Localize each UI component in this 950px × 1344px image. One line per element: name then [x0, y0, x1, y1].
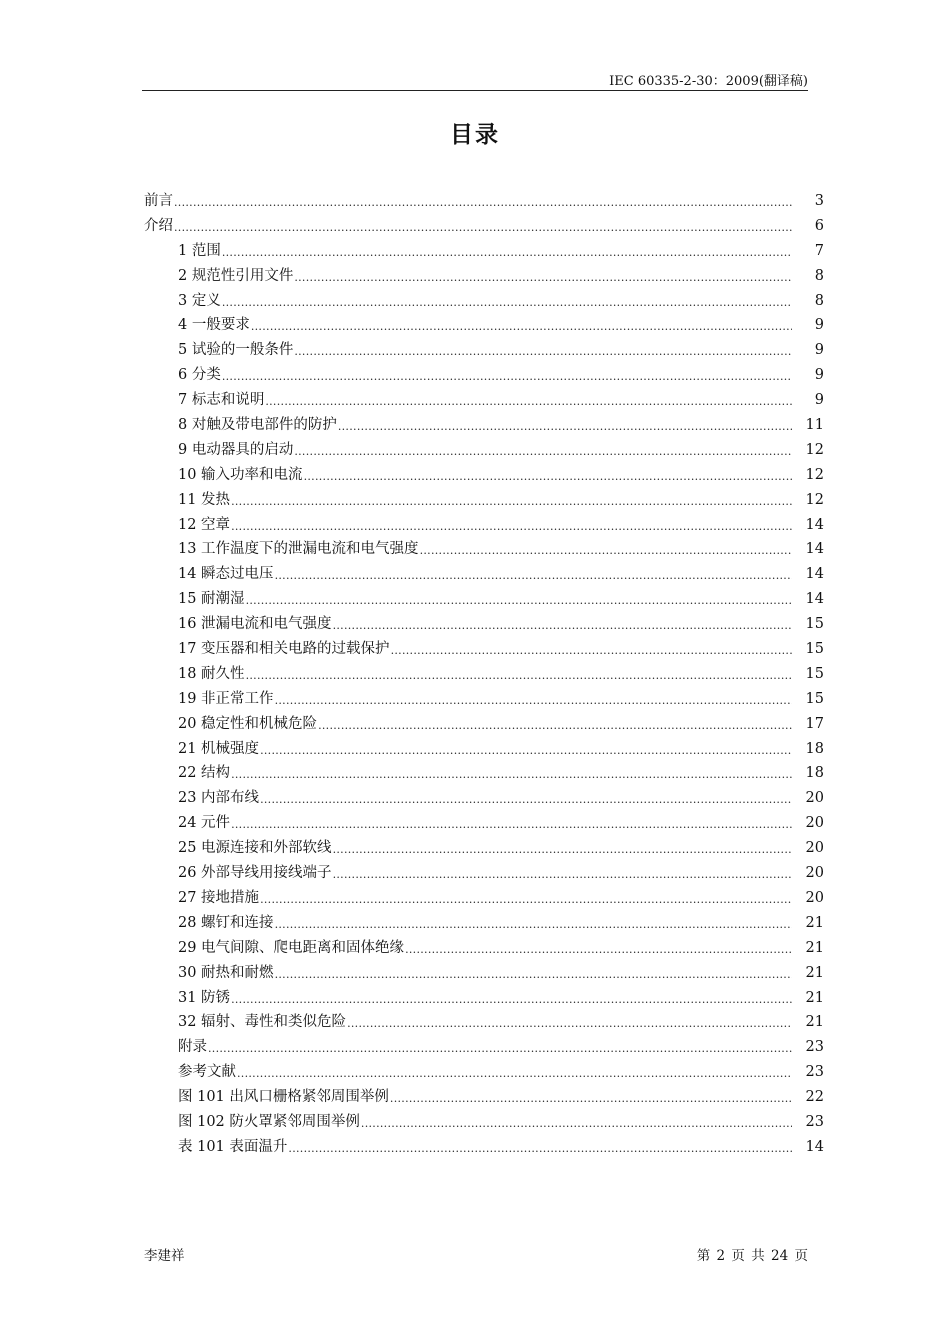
toc-entry[interactable]	[144, 587, 824, 612]
toc-entry[interactable]	[144, 886, 824, 911]
toc-entry-label: 表 101 表面温升	[178, 1138, 288, 1155]
toc-entry-page: 9	[814, 317, 824, 334]
toc-entry[interactable]	[144, 637, 824, 662]
toc-entry-label: 20 稳定性和机械危险	[178, 715, 318, 732]
toc-entry[interactable]	[144, 264, 824, 289]
toc-entry-label: 29 电气间隙、爬电距离和固体绝缘	[178, 939, 405, 956]
toc-entry-label: 6 分类	[178, 367, 221, 384]
toc-entry-page: 6	[814, 217, 824, 234]
toc-entry[interactable]	[144, 761, 824, 786]
toc-entry-page: 14	[805, 541, 824, 558]
toc-list	[144, 189, 824, 1160]
toc-entry-page: 21	[805, 964, 824, 981]
toc-leader-dots	[275, 687, 792, 712]
toc-entry-page: 8	[814, 292, 824, 309]
toc-entry-page: 14	[805, 566, 824, 583]
toc-entry-page: 18	[805, 765, 824, 782]
toc-entry-page: 15	[805, 690, 824, 707]
toc-entry-label: 4 一般要求	[178, 317, 250, 334]
toc-leader-dots	[275, 961, 792, 986]
toc-entry-label: 13 工作温度下的泄漏电流和电气强度	[178, 541, 419, 558]
toc-entry-label: 27 接地措施	[178, 889, 260, 906]
toc-leader-dots	[174, 189, 792, 214]
toc-entry[interactable]	[144, 687, 824, 712]
toc-entry-label: 17 变压器和相关电路的过载保护	[178, 641, 390, 658]
toc-entry-page: 8	[814, 267, 824, 284]
toc-leader-dots	[231, 761, 792, 786]
toc-entry-label: 7 标志和说明	[178, 392, 265, 409]
toc-leader-dots	[231, 513, 792, 538]
toc-leader-dots	[246, 587, 792, 612]
toc-entry-page: 20	[805, 815, 824, 832]
footer-page-info: 第 2 页 共 24 页	[696, 1248, 808, 1264]
toc-leader-dots	[391, 637, 792, 662]
toc-leader-dots	[405, 936, 792, 961]
toc-entry-page: 21	[805, 939, 824, 956]
toc-entry-page: 9	[814, 392, 824, 409]
toc-entry-label: 19 非正常工作	[178, 690, 274, 707]
toc-entry-label: 图 101 出风口栅格紧邻周围举例	[178, 1089, 389, 1106]
toc-leader-dots	[208, 1035, 792, 1060]
toc-leader-dots	[275, 562, 792, 587]
toc-entry-label: 23 内部布线	[178, 790, 260, 807]
toc-entry[interactable]	[144, 1110, 824, 1135]
toc-entry-page: 12	[805, 441, 824, 458]
toc-entry-page: 12	[805, 466, 824, 483]
toc-entry-label: 图 102 防火罩紧邻周围举例	[178, 1113, 360, 1130]
toc-entry-label: 12 空章	[178, 516, 231, 533]
toc-entry-page: 15	[805, 641, 824, 658]
toc-entry-page: 18	[805, 740, 824, 757]
toc-entry-page: 20	[805, 889, 824, 906]
toc-leader-dots	[222, 363, 792, 388]
toc-entry[interactable]	[144, 986, 824, 1011]
toc-entry-label: 18 耐久性	[178, 665, 245, 682]
toc-entry[interactable]	[144, 861, 824, 886]
toc-entry-page: 22	[805, 1089, 824, 1106]
toc-entry[interactable]	[144, 189, 824, 214]
toc-entry-page: 21	[805, 1014, 824, 1031]
toc-entry-page: 21	[805, 914, 824, 931]
toc-leader-dots	[260, 786, 792, 811]
toc-entry-page: 12	[805, 491, 824, 508]
toc-title: 目录	[450, 121, 500, 148]
toc-entry[interactable]	[144, 313, 824, 338]
toc-entry-label: 10 输入功率和电流	[178, 466, 303, 483]
toc-entry-label: 15 耐潮湿	[178, 591, 245, 608]
toc-entry-page: 21	[805, 989, 824, 1006]
toc-entry[interactable]	[144, 488, 824, 513]
toc-entry-label: 31 防锈	[178, 989, 231, 1006]
toc-entry-page: 23	[805, 1113, 824, 1130]
toc-leader-dots	[222, 239, 792, 264]
footer-author: 李建祥	[144, 1248, 185, 1264]
toc-leader-dots	[251, 313, 792, 338]
toc-entry-page: 9	[814, 367, 824, 384]
toc-leader-dots	[237, 1060, 792, 1085]
toc-entry[interactable]	[144, 836, 824, 861]
toc-leader-dots	[265, 388, 792, 413]
toc-entry[interactable]	[144, 239, 824, 264]
toc-entry-label: 8 对触及带电部件的防护	[178, 417, 337, 434]
toc-leader-dots	[275, 911, 792, 936]
toc-entry-page: 23	[805, 1064, 824, 1081]
toc-entry[interactable]	[144, 214, 824, 239]
toc-entry-label: 前言	[144, 193, 173, 209]
toc-entry-label: 5 试验的一般条件	[178, 342, 294, 359]
toc-entry-label: 附录	[178, 1039, 207, 1056]
toc-entry[interactable]	[144, 1135, 824, 1160]
header-rule	[142, 90, 808, 91]
toc-entry[interactable]	[144, 562, 824, 587]
toc-leader-dots	[294, 264, 792, 289]
toc-entry[interactable]	[144, 289, 824, 314]
toc-entry[interactable]	[144, 811, 824, 836]
toc-leader-dots	[294, 338, 792, 363]
header-standard: IEC 60335-2-30：2009(翻译稿)	[609, 74, 808, 89]
toc-entry[interactable]	[144, 1010, 824, 1035]
toc-leader-dots	[333, 861, 792, 886]
toc-entry-label: 11 发热	[178, 491, 231, 508]
toc-entry-page: 14	[805, 1138, 824, 1155]
toc-entry-page: 14	[805, 591, 824, 608]
toc-entry-page: 17	[805, 715, 824, 732]
toc-entry[interactable]	[144, 911, 824, 936]
toc-leader-dots	[318, 712, 792, 737]
toc-entry[interactable]	[144, 363, 824, 388]
toc-entry-page: 23	[805, 1039, 824, 1056]
toc-leader-dots	[294, 438, 792, 463]
toc-leader-dots	[246, 662, 792, 687]
toc-entry-label: 16 泄漏电流和电气强度	[178, 616, 332, 633]
toc-leader-dots	[222, 289, 792, 314]
toc-entry-label: 参考文献	[178, 1064, 236, 1081]
toc-leader-dots	[333, 612, 792, 637]
toc-entry[interactable]	[144, 1060, 824, 1085]
toc-entry-label: 24 元件	[178, 815, 231, 832]
toc-entry-label: 介绍	[144, 217, 173, 234]
toc-entry[interactable]	[144, 961, 824, 986]
toc-entry-label: 25 电源连接和外部软线	[178, 840, 332, 857]
toc-leader-dots	[231, 488, 792, 513]
toc-entry[interactable]	[144, 413, 824, 438]
toc-entry-label: 1 范围	[178, 242, 221, 259]
toc-entry-page: 20	[805, 840, 824, 857]
toc-leader-dots	[260, 886, 792, 911]
toc-entry-page: 15	[805, 665, 824, 682]
toc-leader-dots	[390, 1085, 792, 1110]
toc-entry-label: 22 结构	[178, 765, 231, 782]
toc-entry[interactable]	[144, 786, 824, 811]
toc-leader-dots	[347, 1010, 792, 1035]
toc-entry[interactable]	[144, 513, 824, 538]
toc-leader-dots	[231, 811, 792, 836]
toc-entry[interactable]	[144, 537, 824, 562]
toc-entry-label: 21 机械强度	[178, 740, 260, 757]
toc-entry-page: 7	[814, 242, 824, 259]
toc-entry-label: 14 瞬态过电压	[178, 566, 274, 583]
toc-entry-page: 20	[805, 790, 824, 807]
toc-entry[interactable]	[144, 1035, 824, 1060]
toc-entry[interactable]	[144, 438, 824, 463]
toc-leader-dots	[361, 1110, 792, 1135]
toc-entry-page: 20	[805, 865, 824, 882]
toc-entry-page: 11	[805, 417, 824, 434]
toc-entry-page: 15	[805, 616, 824, 633]
toc-entry[interactable]	[144, 612, 824, 637]
toc-entry-label: 9 电动器具的启动	[178, 441, 294, 458]
toc-entry[interactable]	[144, 463, 824, 488]
toc-leader-dots	[420, 537, 792, 562]
toc-entry-label: 28 螺钉和连接	[178, 914, 274, 931]
toc-leader-dots	[231, 986, 792, 1011]
toc-leader-dots	[260, 737, 792, 762]
toc-entry-label: 30 耐热和耐燃	[178, 964, 274, 981]
toc-entry[interactable]	[144, 338, 824, 363]
toc-leader-dots	[338, 413, 792, 438]
toc-entry[interactable]	[144, 388, 824, 413]
toc-entry-page: 9	[814, 342, 824, 359]
toc-entry[interactable]	[144, 712, 824, 737]
toc-leader-dots	[174, 214, 792, 239]
toc-entry-page: 14	[805, 516, 824, 533]
toc-entry-label: 26 外部导线用接线端子	[178, 865, 332, 882]
toc-leader-dots	[333, 836, 792, 861]
toc-leader-dots	[304, 463, 792, 488]
toc-entry[interactable]	[144, 936, 824, 961]
toc-entry[interactable]	[144, 662, 824, 687]
toc-entry-label: 3 定义	[178, 292, 221, 309]
toc-entry-label: 32 辐射、毒性和类似危险	[178, 1014, 347, 1031]
toc-entry[interactable]	[144, 737, 824, 762]
toc-entry[interactable]	[144, 1085, 824, 1110]
toc-entry-page: 3	[814, 193, 824, 209]
toc-entry-label: 2 规范性引用文件	[178, 267, 294, 284]
toc-leader-dots	[288, 1135, 792, 1160]
